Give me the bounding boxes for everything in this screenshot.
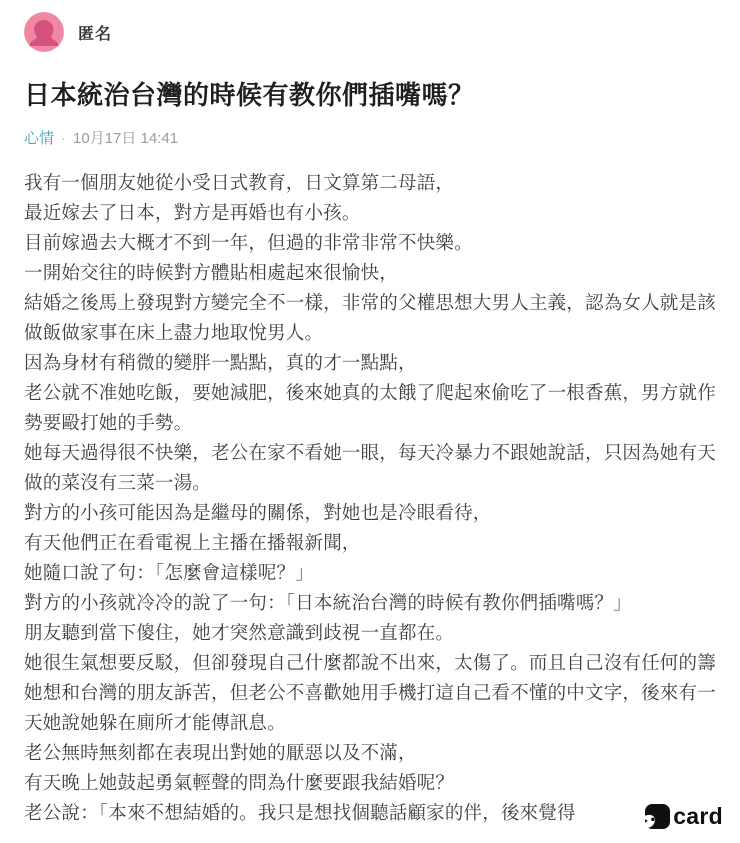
- post-body-line: 一開始交往的時候對方體貼相處起來很愉快，: [24, 262, 399, 283]
- post-body-line: 老公就不准她吃飯，要她減肥，後來她真的太餓了爬起來偷吃了一根香蕉，男方就作: [24, 382, 716, 403]
- post-body-line: 做飯做家事在床上盡力地取悅男人。: [24, 322, 324, 343]
- dcard-logo[interactable]: [645, 803, 723, 830]
- post-title: 日本統治台灣的時候有教你們插嘴嗎？: [24, 80, 475, 110]
- post-meta: [24, 129, 716, 149]
- post-body-line: 她很生氣想要反駁，但卻發現自己什麼都說不出來，太傷了。而且自己沒有任何的籌: [24, 652, 716, 673]
- post-header: [24, 12, 716, 52]
- post-body-line: 做的菜沒有三菜一湯。: [24, 472, 212, 493]
- post-body-line: 結婚之後馬上發現對方變完全不一樣，非常的父權思想大男人主義，認為女人就是該: [24, 292, 716, 313]
- post-body-line: 我有一個朋友她從小受日式教育，日文算第二母語，: [24, 172, 455, 193]
- post-body-line: 老公說：「本來不想結婚的。我只是想找個聽話顧家的伴，後來覺得: [24, 802, 576, 823]
- post-body: [24, 168, 716, 828]
- post-body-line: 她每天過得很不快樂，老公在家不看她一眼，每天冷暴力不跟她說話，只因為她有天: [24, 442, 716, 463]
- dcard-d-icon: [645, 804, 670, 829]
- category-link[interactable]: 心情: [24, 130, 55, 147]
- post-body-line: 她想和台灣的朋友訴苦，但老公不喜歡她用手機打這自己看不懂的中文字，後來有一: [24, 682, 716, 703]
- post-body-line: 朋友聽到當下傻住，她才突然意識到歧視一直都在。: [24, 622, 455, 643]
- post-body-line: 對方的小孩可能因為是繼母的關係，對她也是冷眼看待，: [24, 502, 492, 523]
- post-body-line: 有天他們正在看電視上主播在播報新聞，: [24, 532, 361, 553]
- dcard-logo-text: card: [673, 803, 723, 829]
- meta-separator: ·: [61, 130, 67, 147]
- post-body-line: 老公無時無刻都在表現出對她的厭惡以及不滿，: [24, 742, 417, 763]
- anonymous-label: 匿名: [78, 25, 113, 43]
- post-timestamp: 10月17日 14:41: [73, 130, 179, 147]
- post-body-line: 最近嫁去了日本，對方是再婚也有小孩。: [24, 202, 361, 223]
- anonymous-person-icon: [24, 12, 64, 52]
- post-body-line: 天她說她躲在廁所才能傳訊息。: [24, 712, 286, 733]
- post-body-line: 因為身材有稍微的變胖一點點，真的才一點點，: [24, 352, 417, 373]
- post-body-line: 目前嫁過去大概才不到一年，但過的非常非常不快樂。: [24, 232, 473, 253]
- post-body-line: 她隨口說了句：「怎麼會這樣呢？」: [24, 562, 314, 583]
- post-body-line: 勢要毆打她的手勢。: [24, 412, 193, 433]
- post-body-line: 對方的小孩就冷冷的說了一句：「日本統治台灣的時候有教你們插嘴嗎？」: [24, 592, 632, 613]
- post-body-line: 有天晚上她鼓起勇氣輕聲的問為什麼要跟我結婚呢？: [24, 772, 455, 793]
